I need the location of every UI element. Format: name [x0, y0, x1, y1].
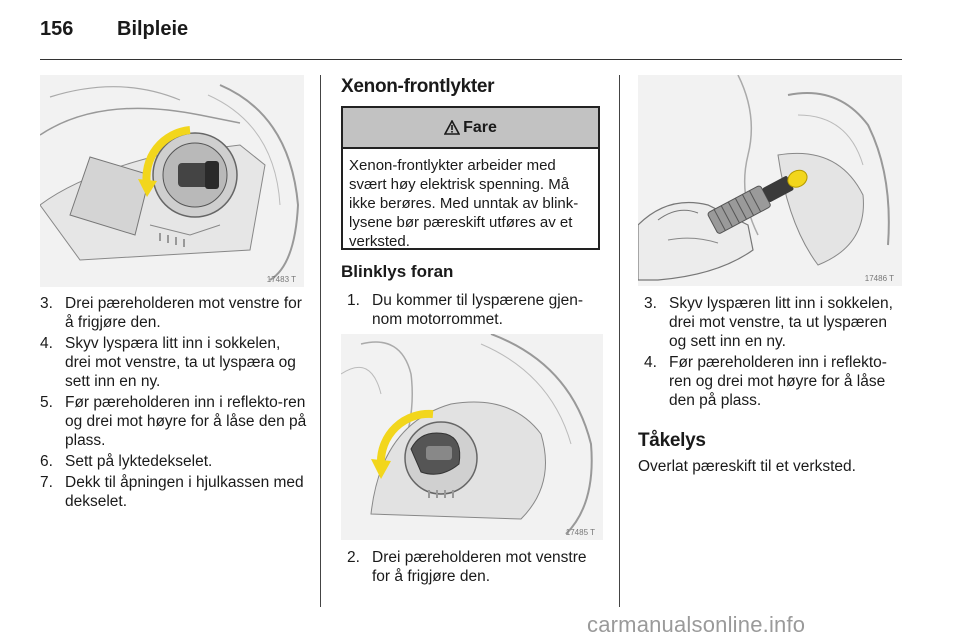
heading-blinklys: Blinklys foran	[341, 262, 454, 281]
right-steps-list	[644, 294, 902, 412]
left-steps-list	[40, 294, 308, 513]
takelys-text: Overlat pæreskift til et verksted.	[638, 458, 856, 475]
section-title: Bilpleie	[117, 18, 189, 40]
heading-xenon: Xenon-frontlykter	[341, 76, 495, 97]
warning-text: Xenon-frontlykter arbeider med svært høy elektrisk spenning. Må ikke berøres. Med unntak av blink-lysene bør pæreskift utføres av et verksted.	[349, 157, 579, 250]
list-item: 2. Drei pæreholderen mot venstre for å frigjøre den.	[347, 549, 587, 585]
heading-takelys: Tåkelys	[638, 430, 706, 451]
list-item: 4. Skyv lyspæra litt inn i sokkelen, drei mot venstre, ta ut lyspæra og sett inn en ny.	[40, 335, 296, 390]
warning-box	[341, 106, 600, 250]
warning-title: Fare	[463, 118, 497, 136]
list-item: 3. Skyv lyspæren litt inn i sokkelen, drei mot venstre, ta ut lyspæren og sett inn en ny.	[644, 295, 893, 350]
warning-header	[343, 108, 598, 149]
list-item: 1. Du kommer til lyspærene gjen-nom motorrommet.	[347, 292, 584, 328]
list-item: 3. Drei pæreholderen mot venstre for å frigjøre den.	[40, 295, 302, 331]
middle-steps-list-a	[347, 291, 602, 331]
list-item: 7. Dekk til åpningen i hjulkassen med dekselet.	[40, 474, 304, 510]
warning-triangle-icon	[444, 120, 460, 135]
list-item: 6. Sett på lyktedekselet.	[40, 453, 213, 470]
figure-id: 17485 T	[565, 528, 595, 537]
list-item: 4. Før pæreholderen inn i reflekto-ren og drei mot høyre for å låse den på plass.	[644, 354, 887, 409]
list-item: 5. Før pæreholderen inn i reflekto-ren og drei mot høyre for å låse den på plass.	[40, 394, 307, 449]
figure-indicator-bulb	[341, 334, 603, 540]
middle-steps-list-b	[347, 548, 602, 588]
page-number: 156	[40, 18, 74, 40]
figure-id: 17483 T	[266, 275, 296, 284]
header-rule	[40, 59, 902, 60]
column-divider-right	[619, 75, 620, 607]
watermark-text: carmanualsonline.info	[587, 612, 806, 637]
figure-headlamp-bulb-holder	[40, 75, 304, 287]
column-divider-left	[320, 75, 321, 607]
figure-id: 17486 T	[864, 274, 894, 283]
figure-bulb-removal-hand	[638, 75, 902, 286]
